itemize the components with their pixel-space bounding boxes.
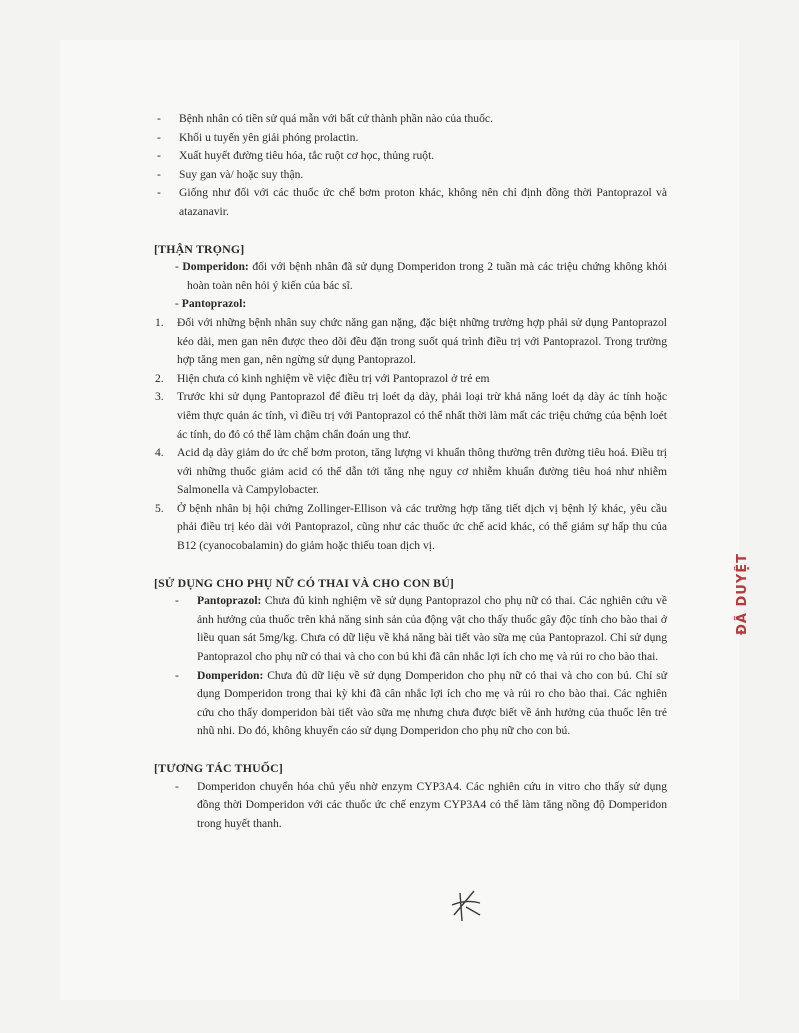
signature-icon [446, 885, 486, 925]
list-item: - Giống như đối với các thuốc ức chế bơm proton khác, không nên chỉ định đồng thời Pantoprazol và atazanavir. [157, 186, 667, 218]
list-item: - Suy gan và/ hoặc suy thận. [157, 167, 304, 181]
caution-domperidon: - Domperidon: đối với bệnh nhân đã sử dụng Domperidon trong 2 tuần mà các triệu chứng không khỏi hoàn toàn nên hỏi ý kiến của bác sĩ. [175, 260, 667, 292]
caution-numbered-list [137, 314, 667, 556]
list-item: - Pantoprazol: Chưa đủ kinh nghiệm về sử dụng Pantoprazol cho phụ nữ có thai. Các nghiên cứu về ảnh hưởng của thuốc trên khả năng sinh sản của động vật cho thấy thuốc gây độc tính cho bào thai ở liều quan sát 5mg/kg. Chưa có dữ liệu về khả năng bài tiết vào sữa mẹ của Pantoprazol. Chỉ sử dụng Pantoprazol cho phụ nữ có thai và cho con bú khi đã cân nhắc lợi ích cho mẹ và rủi ro cho bào thai. [175, 594, 667, 664]
list-item: - Domperidon: Chưa đủ dữ liệu về sử dụng Domperidon cho phụ nữ có thai và cho con bú. Chỉ sử dụng Domperidon trong thai kỳ khi đã cân nhắc lợi ích cho mẹ và rủi ro cho bào thai. Các nghiên cứu cho thấy domperidon bài tiết vào sữa mẹ nhưng chưa được biết về ảnh hưởng của thuốc lên trẻ nhũ nhi. Do đó, không khuyến cáo sử dụng Domperidon cho phụ nữ cho con bú. [175, 668, 668, 738]
drug-label: Pantoprazol: [197, 594, 262, 608]
list-item: - Khối u tuyến yên giải phóng prolactin. [157, 130, 359, 144]
list-item: - Bệnh nhân có tiền sử quá mẫn với bất cứ thành phần nào của thuốc. [157, 112, 493, 125]
pregnancy-list [157, 592, 667, 741]
section-heading-caution: [THẬN TRỌNG] [154, 241, 245, 256]
list-item: 2. Hiện chưa có kinh nghiệm về việc điều trị với Pantoprazol ở trẻ em [155, 371, 490, 385]
contraindication-list [157, 110, 667, 222]
document-body [154, 110, 668, 833]
drug-label: Domperidon: [197, 668, 264, 682]
list-item: 1. Đối với những bệnh nhân suy chức năng gan nặng, đặc biệt những trường hợp phải sử dụng Pantoprazol kéo dài, men gan nên được theo dõi đều đặn trong suốt quá trình điều trị với Pantoprazol. Trong trường hợp tăng men gan, nên ngừng sử dụng Pantoprazol. [155, 315, 667, 367]
caution-pantoprazol-label: - Pantoprazol: [175, 297, 247, 311]
list-item: 5. Ở bệnh nhân bị hội chứng Zollinger-Ellison và các trường hợp tăng tiết dịch vị bệnh lý khác, yêu cầu phải điều trị kéo dài với Pantoprazol, cũng như các thuốc ức chế acid khác, có thể giảm sự hấp thu của B12 (cyanocobalamin) do giảm hoặc thiếu toan dịch vị. [155, 501, 667, 553]
drug-label: Domperidon: [182, 260, 249, 274]
drug-label: Pantoprazol: [181, 297, 247, 311]
list-item: 3. Trước khi sử dụng Pantoprazol để điều trị loét dạ dày, phải loại trừ khả năng loét dạ dày ác tính hoặc viêm thực quản ác tính, vì điều trị với Pantoprazol có thể nhất thời làm mất các triệu chứng của bệnh loét ác tính, do đó có thể làm chậm chẩn đoán ung thư. [155, 390, 667, 441]
red-stamp: ĐÃ DUYỆT [735, 553, 750, 635]
list-item: - Domperidon chuyển hóa chủ yếu nhờ enzym CYP3A4. Các nghiên cứu in vitro cho thấy sử dụng đồng thời Domperidon với các thuốc ức chế enzym CYP3A4 có thể làm tăng nồng độ Domperidon trong huyết thanh. [175, 779, 667, 830]
list-item: - Xuất huyết đường tiêu hóa, tắc ruột cơ học, thủng ruột. [157, 149, 435, 163]
section-heading-interaction: [TƯƠNG TÁC THUỐC] [154, 761, 284, 775]
list-item: 4. Acid dạ dày giảm do ức chế bơm proton, tăng lượng vi khuẩn thông thường trên đường tiêu hoá. Điều trị với những thuốc giảm acid có thể dẫn tới tăng nhẹ nguy cơ nhiễm khuẩn đường tiêu hoá như nhiễm Salmonella và Campylobacter. [155, 446, 667, 497]
section-heading-pregnancy: [SỬ DỤNG CHO PHỤ NỮ CÓ THAI VÀ CHO CON BÚ] [154, 575, 455, 590]
